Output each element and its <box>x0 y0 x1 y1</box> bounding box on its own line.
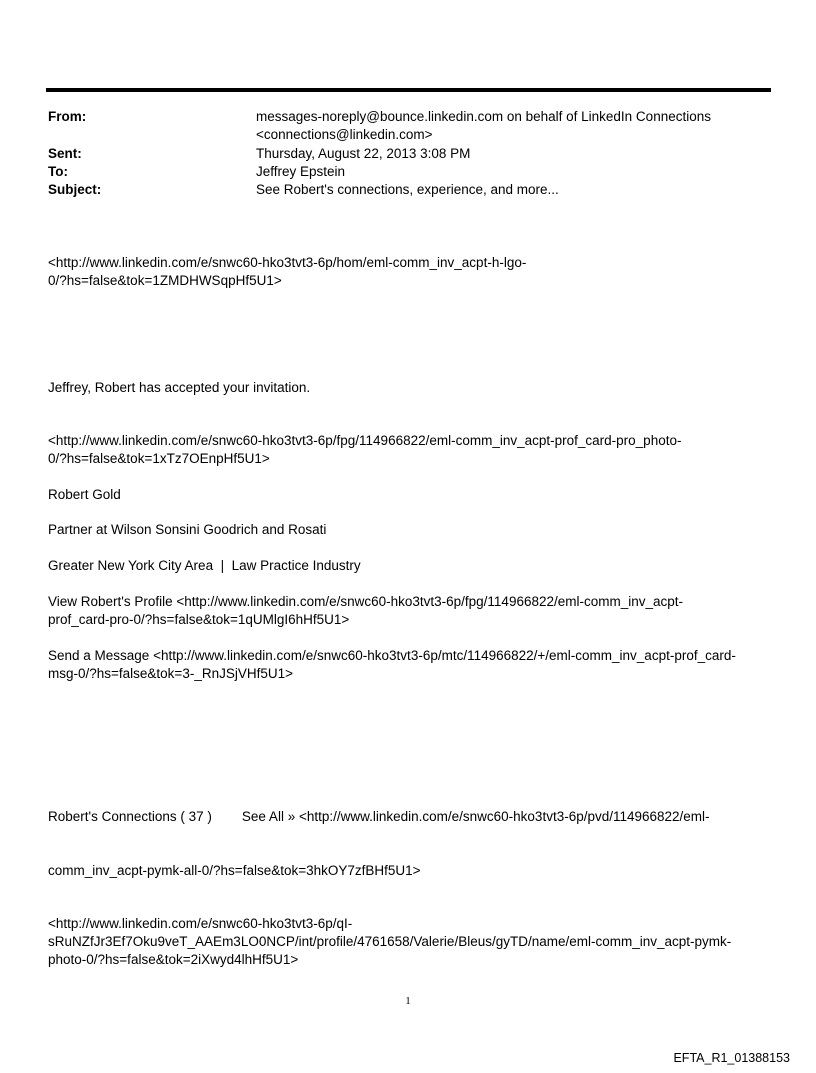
sent-label: Sent: <box>48 146 82 161</box>
page-number: 1 <box>405 995 411 1007</box>
pymk-line1: <http://www.linkedin.com/e/snwc60-hko3tvt3-6p/qI- <box>48 916 353 931</box>
profile-title: Partner at Wilson Sonsini Goodrich and Rosati <box>48 522 327 537</box>
send-message-line1: Send a Message <http://www.linkedin.com/e/snwc60-hko3tvt3-6p/mtc/114966822/+/eml-comm_inv_acpt-prof_card- <box>48 648 736 663</box>
from-address-line2: <connections@linkedin.com> <box>256 127 433 142</box>
subject-label: Subject: <box>48 182 102 197</box>
to-value: Jeffrey Epstein <box>256 164 346 179</box>
photo-link-line2: 0/?hs=false&tok=1xTz7OEnpHf5U1> <box>48 451 270 466</box>
logo-link-line1: <http://www.linkedin.com/e/snwc60-hko3tvt3-6p/hom/eml-comm_inv_acpt-h-lgo- <box>48 255 527 270</box>
photo-link-line1: <http://www.linkedin.com/e/snwc60-hko3tvt3-6p/fpg/114966822/eml-comm_inv_acpt-prof_card-pro_photo- <box>48 433 682 448</box>
connections-line1: Robert's Connections ( 37 ) See All » <http://www.linkedin.com/e/snwc60-hko3tvt3-6p/pvd/114966822/eml- <box>48 809 710 824</box>
logo-link[interactable] <box>48 254 768 290</box>
profile-location: Greater New York City Area | Law Practice Industry <box>48 558 361 573</box>
connections-link[interactable] <box>48 772 768 898</box>
sent-value: Thursday, August 22, 2013 3:08 PM <box>256 146 471 161</box>
to-label: To: <box>48 164 68 179</box>
subject-value: See Robert's connections, experience, and more... <box>256 182 559 197</box>
pymk-line2: sRuNZfJr3Ef7Oku9veT_AAEm3LO0NCP/int/profile/4761658/Valerie/Bleus/gyTD/name/eml-comm_inv_acpt-pymk- <box>48 934 732 949</box>
header-rule <box>46 88 771 92</box>
profile-name: Robert Gold <box>48 487 121 502</box>
accepted-text: Jeffrey, Robert has accepted your invitation. <box>48 380 311 395</box>
from-address-line1: messages-noreply@bounce.linkedin.com on behalf of LinkedIn Connections <box>256 109 711 124</box>
photo-link[interactable] <box>48 432 768 468</box>
view-profile-line2: prof_card-pro-0/?hs=false&tok=1qUMlgI6hHf5U1> <box>48 612 350 627</box>
send-message-link[interactable] <box>48 647 768 683</box>
logo-link-line2: 0/?hs=false&tok=1ZMDHWSqpHf5U1> <box>48 273 282 288</box>
from-label: From: <box>48 109 87 124</box>
connections-line2: comm_inv_acpt-pymk-all-0/?hs=false&tok=3hkOY7zfBHf5U1> <box>48 863 421 878</box>
bates-number: EFTA_R1_01388153 <box>673 1051 790 1065</box>
pymk-line3: photo-0/?hs=false&tok=2iXwyd4lhHf5U1> <box>48 952 299 967</box>
view-profile-link[interactable] <box>48 593 768 629</box>
view-profile-line1: View Robert's Profile <http://www.linkedin.com/e/snwc60-hko3tvt3-6p/fpg/114966822/eml-comm_inv_acpt- <box>48 594 684 609</box>
pymk-photo-link[interactable] <box>48 915 768 969</box>
send-message-line2: msg-0/?hs=false&tok=3-_RnJSjVHf5U1> <box>48 666 293 681</box>
from-value <box>256 108 726 144</box>
